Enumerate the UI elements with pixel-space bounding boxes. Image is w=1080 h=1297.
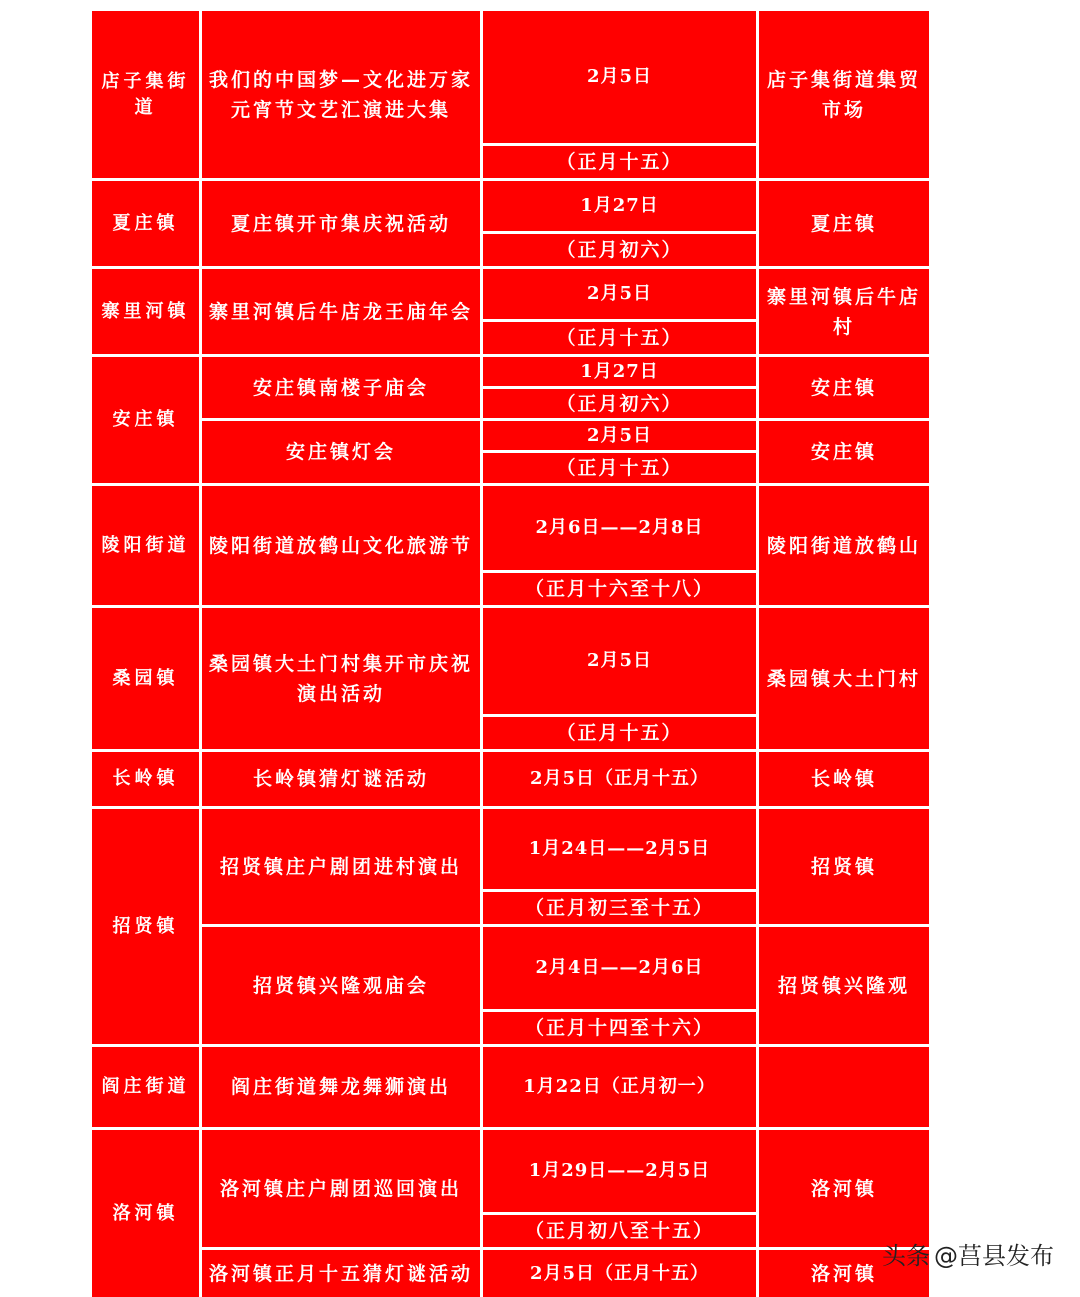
event-name-cell: 陵阳街道放鹤山文化旅游节 [202, 486, 480, 605]
date-cell: 1月27日 [483, 357, 756, 386]
location-cell: 寨里河镇后牛店村 [759, 269, 929, 354]
date-cell: 2月5日 [483, 269, 756, 319]
lunar-date-cell: （正月初六） [483, 234, 756, 266]
lunar-date-cell: （正月初六） [483, 389, 756, 418]
town-cell: 长岭镇 [92, 752, 199, 806]
location-cell: 招贤镇兴隆观 [759, 927, 929, 1044]
location-cell [759, 1047, 929, 1127]
location-cell: 安庄镇 [759, 421, 929, 483]
date-cell: 1月22日（正月初一） [483, 1047, 756, 1127]
event-name-cell: 桑园镇大土门村集开市庆祝演出活动 [202, 608, 480, 749]
lunar-date-cell: （正月十五） [483, 322, 756, 354]
location-cell: 夏庄镇 [759, 181, 929, 266]
town-cell: 安庄镇 [92, 357, 199, 483]
event-name-cell: 寨里河镇后牛店龙王庙年会 [202, 269, 480, 354]
town-cell: 陵阳街道 [92, 486, 199, 605]
watermark-brand: 头条 [882, 1242, 930, 1270]
location-cell: 洛河镇 [759, 1250, 929, 1297]
lunar-date-cell: （正月十五） [483, 146, 756, 178]
town-cell: 寨里河镇 [92, 269, 199, 354]
town-cell: 桑园镇 [92, 608, 199, 749]
date-cell: 2月5日 [483, 11, 756, 143]
date-cell: 2月6日——2月8日 [483, 486, 756, 570]
town-cell: 阎庄街道 [92, 1047, 199, 1127]
event-schedule-table [92, 11, 928, 1297]
lunar-date-cell: （正月初三至十五） [483, 892, 756, 924]
date-cell: 2月5日（正月十五） [483, 1250, 756, 1297]
town-cell: 招贤镇 [92, 809, 199, 1044]
date-cell: 2月5日（正月十五） [483, 752, 756, 806]
event-name-cell: 夏庄镇开市集庆祝活动 [202, 181, 480, 266]
location-cell: 桑园镇大土门村 [759, 608, 929, 749]
date-cell: 1月27日 [483, 181, 756, 231]
location-cell: 安庄镇 [759, 357, 929, 418]
lunar-date-cell: （正月初八至十五） [483, 1215, 756, 1247]
town-cell: 店子集街道 [92, 11, 199, 178]
watermark-handle: @莒县发布 [934, 1242, 1054, 1270]
lunar-date-cell: （正月十四至十六） [483, 1012, 756, 1044]
date-cell: 2月5日 [483, 421, 756, 450]
date-cell: 2月4日——2月6日 [483, 927, 756, 1009]
lunar-date-cell: （正月十五） [483, 453, 756, 483]
event-name-cell: 长岭镇猜灯谜活动 [202, 752, 480, 806]
lunar-date-cell: （正月十五） [483, 717, 756, 749]
town-cell: 夏庄镇 [92, 181, 199, 266]
date-cell: 1月29日——2月5日 [483, 1130, 756, 1212]
event-name-cell: 洛河镇正月十五猜灯谜活动 [202, 1250, 480, 1297]
location-cell: 长岭镇 [759, 752, 929, 806]
location-cell: 招贤镇 [759, 809, 929, 924]
event-name-cell: 洛河镇庄户剧团巡回演出 [202, 1130, 480, 1247]
event-name-cell: 安庄镇南楼子庙会 [202, 357, 480, 418]
date-cell: 2月5日 [483, 608, 756, 714]
source-watermark [882, 1236, 1054, 1271]
town-cell: 洛河镇 [92, 1130, 199, 1297]
location-cell: 洛河镇 [759, 1130, 929, 1247]
event-name-cell: 安庄镇灯会 [202, 421, 480, 483]
lunar-date-cell: （正月十六至十八） [483, 573, 756, 605]
event-name-cell: 招贤镇兴隆观庙会 [202, 927, 480, 1044]
location-cell: 陵阳街道放鹤山 [759, 486, 929, 605]
event-name-cell: 阎庄街道舞龙舞狮演出 [202, 1047, 480, 1127]
event-name-cell: 招贤镇庄户剧团进村演出 [202, 809, 480, 924]
location-cell: 店子集街道集贸市场 [759, 11, 929, 178]
event-name-cell: 我们的中国梦—文化进万家元宵节文艺汇演进大集 [202, 11, 480, 178]
date-cell: 1月24日——2月5日 [483, 809, 756, 889]
